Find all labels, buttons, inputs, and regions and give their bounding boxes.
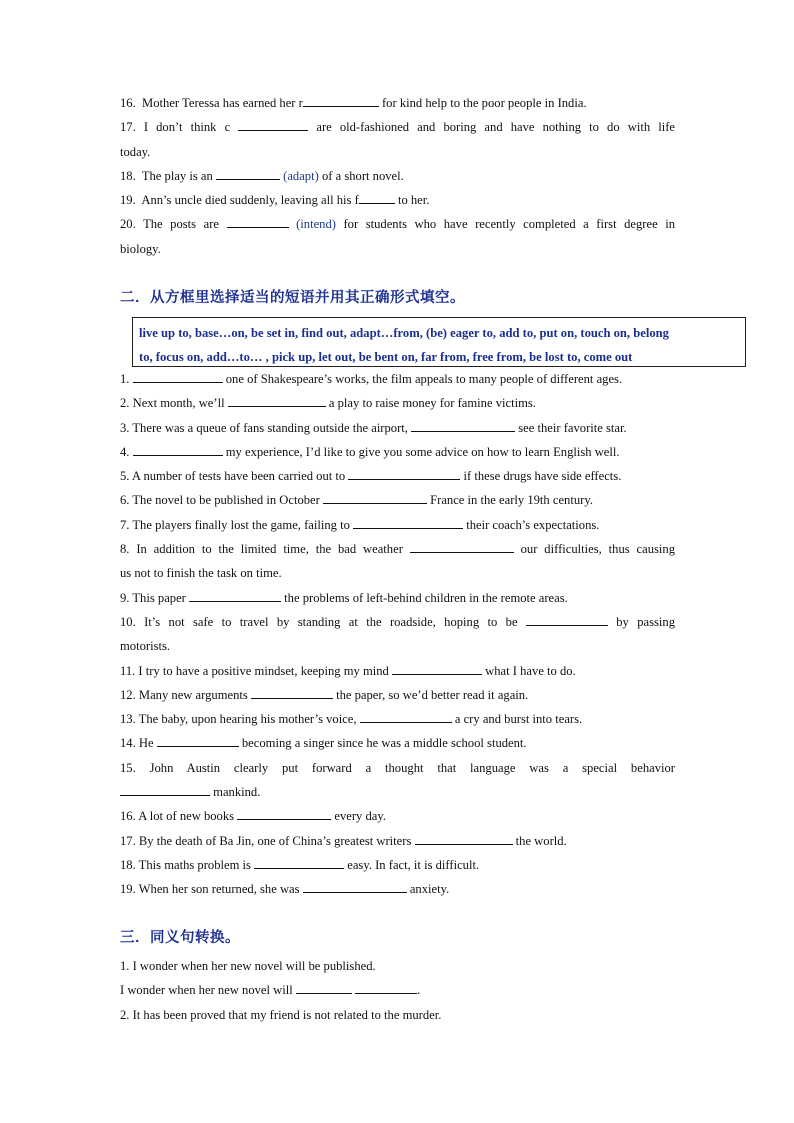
question-line: [120, 804, 675, 828]
question-text: see their favorite star.: [515, 420, 627, 435]
question-text: my experience, I’d like to give you some advice on how to learn English well.: [222, 444, 620, 459]
transform-line: [120, 978, 675, 1002]
question-text: anxiety.: [406, 882, 450, 897]
question-line: [120, 513, 675, 537]
question-number: 18.: [120, 168, 142, 183]
answer-blank[interactable]: [120, 781, 210, 796]
question-line: [120, 440, 675, 464]
question-line: [120, 659, 675, 683]
question-text: 4.: [120, 444, 133, 459]
question-continuation: [120, 634, 675, 658]
question-line: [120, 877, 675, 901]
question-text: today.: [120, 144, 151, 159]
question-line: [120, 115, 675, 139]
question-line: [120, 586, 675, 610]
question-line: [120, 212, 675, 236]
phrase-box-line-1: live up to, base…on, be set in, find out, adapt…from, (be) eager to, add to, put on, touch on, belong: [139, 326, 669, 340]
question-text: for kind help to the poor people in India.: [378, 96, 587, 110]
question-continuation: [120, 561, 675, 585]
answer-blank[interactable]: [216, 165, 280, 180]
question-text: a play to raise money for famine victims.: [325, 396, 536, 411]
answer-blank[interactable]: [303, 92, 379, 107]
phrase-fill-items: [120, 367, 675, 902]
question-text: our difficulties, thus causing: [513, 542, 675, 557]
question-text: one of Shakespeare’s works, the film appeals to many people of different ages.: [222, 372, 623, 386]
question-line: [120, 829, 675, 853]
question-text: us not to finish the task on time.: [120, 566, 282, 581]
sentence-transform-items: [120, 954, 675, 1027]
question-number: 17.: [120, 120, 144, 135]
question-text: a cry and burst into tears.: [451, 712, 583, 727]
question-line: [120, 731, 675, 755]
question-text: 2. It has been proved that my friend is not related to the murder.: [120, 1007, 442, 1022]
question-line: [120, 367, 675, 391]
word-hint: (intend): [296, 217, 336, 232]
question-line: [120, 610, 675, 634]
question-text: 6. The novel to be published in October: [120, 493, 323, 508]
question-text: France in the early 19th century.: [426, 493, 593, 508]
question-text: the paper, so we’d better read it again.: [332, 687, 529, 702]
answer-blank[interactable]: [410, 538, 514, 553]
answer-blank[interactable]: [254, 854, 344, 869]
question-text: I wonder when her new novel will: [120, 983, 296, 998]
question-text: The posts are: [143, 217, 227, 232]
answer-blank[interactable]: [348, 465, 460, 480]
answer-blank[interactable]: [411, 417, 515, 432]
answer-blank[interactable]: [237, 805, 331, 820]
question-text: 12. Many new arguments: [120, 687, 251, 702]
answer-blank[interactable]: [157, 732, 239, 747]
question-text: 2. Next month, we’ll: [120, 396, 228, 411]
question-text: 17. By the death of Ba Jin, one of China’s greatest writers: [120, 833, 415, 848]
question-line: [120, 853, 675, 877]
question-text: 10. It’s not safe to travel by standing at the roadside, hoping to be: [120, 614, 526, 629]
question-text: 9. This paper: [120, 590, 190, 605]
answer-blank[interactable]: [360, 708, 452, 723]
question-line: [120, 707, 675, 731]
answer-blank[interactable]: [133, 441, 223, 456]
question-text: if these drugs have side effects.: [460, 469, 622, 484]
question-line: [120, 416, 675, 440]
vocabulary-items: [120, 91, 675, 261]
question-text: 7. The players finally lost the game, failing to: [120, 517, 354, 532]
answer-blank[interactable]: [251, 684, 333, 699]
answer-blank[interactable]: [227, 213, 289, 228]
question-text: every day.: [331, 809, 386, 824]
question-line: [120, 391, 675, 415]
question-line: [120, 464, 675, 488]
answer-blank[interactable]: [392, 660, 482, 675]
question-continuation: [120, 140, 675, 164]
word-hint: (adapt): [283, 168, 319, 183]
question-line: [120, 537, 675, 561]
question-number: 16.: [120, 96, 143, 110]
answer-blank[interactable]: [189, 587, 281, 602]
question-text: Mother Teressa has earned her r: [142, 96, 303, 110]
answer-blank[interactable]: [359, 189, 395, 204]
question-text: Ann’s uncle died suddenly, leaving all his f: [141, 193, 359, 208]
question-text: are old-fashioned and boring and have nothing to do with life: [308, 120, 676, 135]
question-text: 13. The baby, upon hearing his mother’s voice,: [120, 712, 360, 727]
question-line: [120, 683, 675, 707]
question-text: the problems of left-behind children in the remote areas.: [281, 590, 568, 605]
question-text: 18. This maths problem is: [120, 857, 255, 872]
answer-blank[interactable]: [353, 514, 463, 529]
question-text: motorists.: [120, 639, 171, 654]
question-text: 15. John Austin clearly put forward a thought that language was a special behavior: [120, 760, 675, 775]
punctuation: .: [417, 983, 421, 998]
question-text: The play is an: [141, 168, 216, 183]
question-text: 1. I wonder when her new novel will be published.: [120, 959, 376, 973]
question-text: the world.: [512, 833, 567, 848]
question-text: easy. In fact, it is difficult.: [344, 857, 480, 872]
question-continuation: [120, 237, 675, 261]
question-text: 16. A lot of new books: [120, 809, 238, 824]
question-text: by passing: [607, 614, 675, 629]
question-text: 14. He: [120, 736, 157, 751]
question-number: 19.: [120, 193, 142, 208]
answer-blank[interactable]: [238, 116, 308, 131]
question-text: biology.: [120, 241, 161, 256]
question-text: 19. When her son returned, she was: [120, 882, 303, 897]
question-line: [120, 488, 675, 512]
answer-blank[interactable]: [323, 489, 427, 504]
answer-blank[interactable]: [415, 830, 513, 845]
question-text: what I have to do.: [482, 663, 576, 678]
question-line: [120, 188, 675, 212]
question-text: for students who have recently completed a first degree in: [335, 217, 675, 232]
section2-title: 二．从方框里选择适当的短语并用其正确形式填空。: [120, 290, 465, 306]
question-text: of a short novel.: [318, 168, 404, 183]
answer-blank[interactable]: [355, 979, 417, 994]
answer-blank[interactable]: [303, 878, 407, 893]
question-line: [120, 164, 675, 188]
phrase-box-line-2: to, focus on, add…to… , pick up, let out, be bent on, far from, free from, be lost to, come out: [139, 350, 633, 364]
question-text: 8. In addition to the limited time, the bad weather: [120, 542, 410, 557]
question-text: 1.: [120, 372, 133, 386]
question-text: mankind.: [210, 785, 261, 800]
phrase-box: [132, 317, 746, 367]
question-text: 11. I try to have a positive mindset, keeping my mind: [120, 663, 393, 678]
question-text: 3. There was a queue of fans standing outside the airport,: [120, 420, 412, 435]
question-continuation: [120, 780, 675, 804]
section3-title: 三．同义句转换。: [120, 930, 240, 946]
answer-blank[interactable]: [228, 392, 326, 407]
question-text: I don’t think c: [143, 120, 239, 135]
question-text: becoming a singer since he was a middle school student.: [238, 736, 527, 751]
transform-line: [120, 954, 675, 978]
answer-blank[interactable]: [133, 368, 223, 383]
answer-blank[interactable]: [296, 979, 352, 994]
question-text: 5. A number of tests have been carried out to: [120, 469, 349, 484]
transform-line: [120, 1003, 675, 1027]
answer-blank[interactable]: [526, 611, 608, 626]
question-line: [120, 91, 675, 115]
question-text: their coach’s expectations.: [463, 517, 600, 532]
question-number: 20.: [120, 217, 144, 232]
question-line: [120, 756, 675, 780]
question-text: to her.: [394, 193, 430, 208]
